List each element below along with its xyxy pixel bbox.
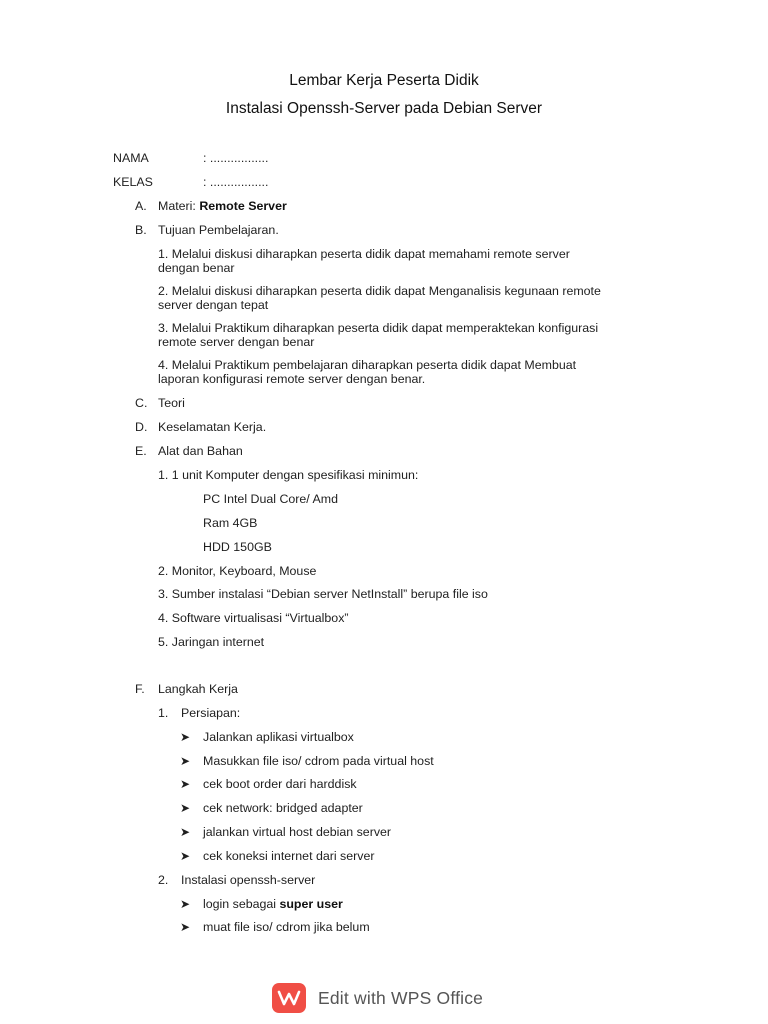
arrow-bullet-icon: ➤ xyxy=(180,801,191,815)
step-1-item: Jalankan aplikasi virtualbox xyxy=(203,730,354,744)
arrow-bullet-icon: ➤ xyxy=(180,754,191,768)
section-e-text: Alat dan Bahan xyxy=(158,444,243,458)
objective-3-line2: remote server dengan benar xyxy=(158,335,315,349)
section-a-bold: Remote Server xyxy=(199,199,287,213)
step-1-text: Persiapan: xyxy=(181,706,241,720)
step-2-item-1-bold: super user xyxy=(279,897,343,911)
section-marker-b: B. xyxy=(135,223,147,237)
document-subtitle: Instalasi Openssh-Server pada Debian Server xyxy=(225,100,543,117)
spec-item: PC Intel Dual Core/ Amd xyxy=(203,492,338,506)
step-1-item: cek boot order dari harddisk xyxy=(203,777,357,791)
section-d-text: Keselamatan Kerja. xyxy=(158,420,267,434)
objective-4-line1: 4. Melalui Praktikum pembelajaran diharapkan peserta didik dapat Membuat xyxy=(158,358,577,372)
field-value-kelas: : ................. xyxy=(203,175,269,189)
wps-edit-label: Edit with WPS Office xyxy=(318,987,484,1008)
step-1-item: cek koneksi internet dari server xyxy=(203,849,375,863)
section-c-text: Teori xyxy=(158,396,185,410)
section-b-text: Tujuan Pembelajaran. xyxy=(158,223,279,237)
section-marker-c: C. xyxy=(135,396,148,410)
document-title: Lembar Kerja Peserta Didik xyxy=(289,72,479,89)
tool-item-3: 3. Sumber instalasi “Debian server NetInstall” berupa file iso xyxy=(158,587,488,601)
step-2-marker: 2. xyxy=(158,873,169,887)
objective-3-line1: 3. Melalui Praktikum diharapkan peserta didik dapat memperaktekan konfigurasi xyxy=(158,321,599,335)
section-a-label: Materi: xyxy=(158,199,200,213)
section-marker-e: E. xyxy=(135,444,147,458)
tool-item-5: 5. Jaringan internet xyxy=(158,635,265,649)
tool-item-2: 2. Monitor, Keyboard, Mouse xyxy=(158,564,317,578)
section-marker-f: F. xyxy=(135,682,145,696)
step-1-item: jalankan virtual host debian server xyxy=(203,825,392,839)
objective-1-line1: 1. Melalui diskusi diharapkan peserta didik dapat memahami remote server xyxy=(158,247,570,261)
tool-item-1: 1. 1 unit Komputer dengan spesifikasi minimun: xyxy=(158,468,419,482)
arrow-bullet-icon: ➤ xyxy=(180,730,191,744)
step-1-marker: 1. xyxy=(158,706,169,720)
spec-item: Ram 4GB xyxy=(203,516,258,530)
arrow-bullet-icon: ➤ xyxy=(180,897,191,911)
step-1-item: Masukkan file iso/ cdrom pada virtual host xyxy=(203,754,434,768)
field-label-kelas: KELAS xyxy=(113,175,153,189)
step-2-item-1 xyxy=(203,897,343,911)
objective-1-line2: dengan benar xyxy=(158,261,235,275)
step-1-item: cek network: bridged adapter xyxy=(203,801,363,815)
wps-logo-icon xyxy=(272,983,306,1013)
objective-4-line2: laporan konfigurasi remote server dengan benar. xyxy=(158,372,426,386)
wps-w-glyph-icon xyxy=(277,989,301,1007)
field-value-nama: : ................. xyxy=(203,151,269,165)
section-marker-d: D. xyxy=(135,420,148,434)
arrow-bullet-icon: ➤ xyxy=(180,849,191,863)
objective-2-line1: 2. Melalui diskusi diharapkan peserta didik dapat Menganalisis kegunaan remote xyxy=(158,284,601,298)
spec-item: HDD 150GB xyxy=(203,540,272,554)
arrow-bullet-icon: ➤ xyxy=(180,920,191,934)
section-marker-a: A. xyxy=(135,199,147,213)
section-f-text: Langkah Kerja xyxy=(158,682,238,696)
arrow-bullet-icon: ➤ xyxy=(180,777,191,791)
objective-2-line2: server dengan tepat xyxy=(158,298,269,312)
tool-item-4: 4. Software virtualisasi “Virtualbox” xyxy=(158,611,349,625)
step-2-item-1-label: login sebagai xyxy=(203,897,280,911)
field-label-nama: NAMA xyxy=(113,151,149,165)
step-2-item-2: muat file iso/ cdrom jika belum xyxy=(203,920,370,934)
step-2-text: Instalasi openssh-server xyxy=(181,873,316,887)
wps-edit-banner[interactable] xyxy=(272,982,483,1014)
section-a-text xyxy=(158,199,287,213)
arrow-bullet-icon: ➤ xyxy=(180,825,191,839)
